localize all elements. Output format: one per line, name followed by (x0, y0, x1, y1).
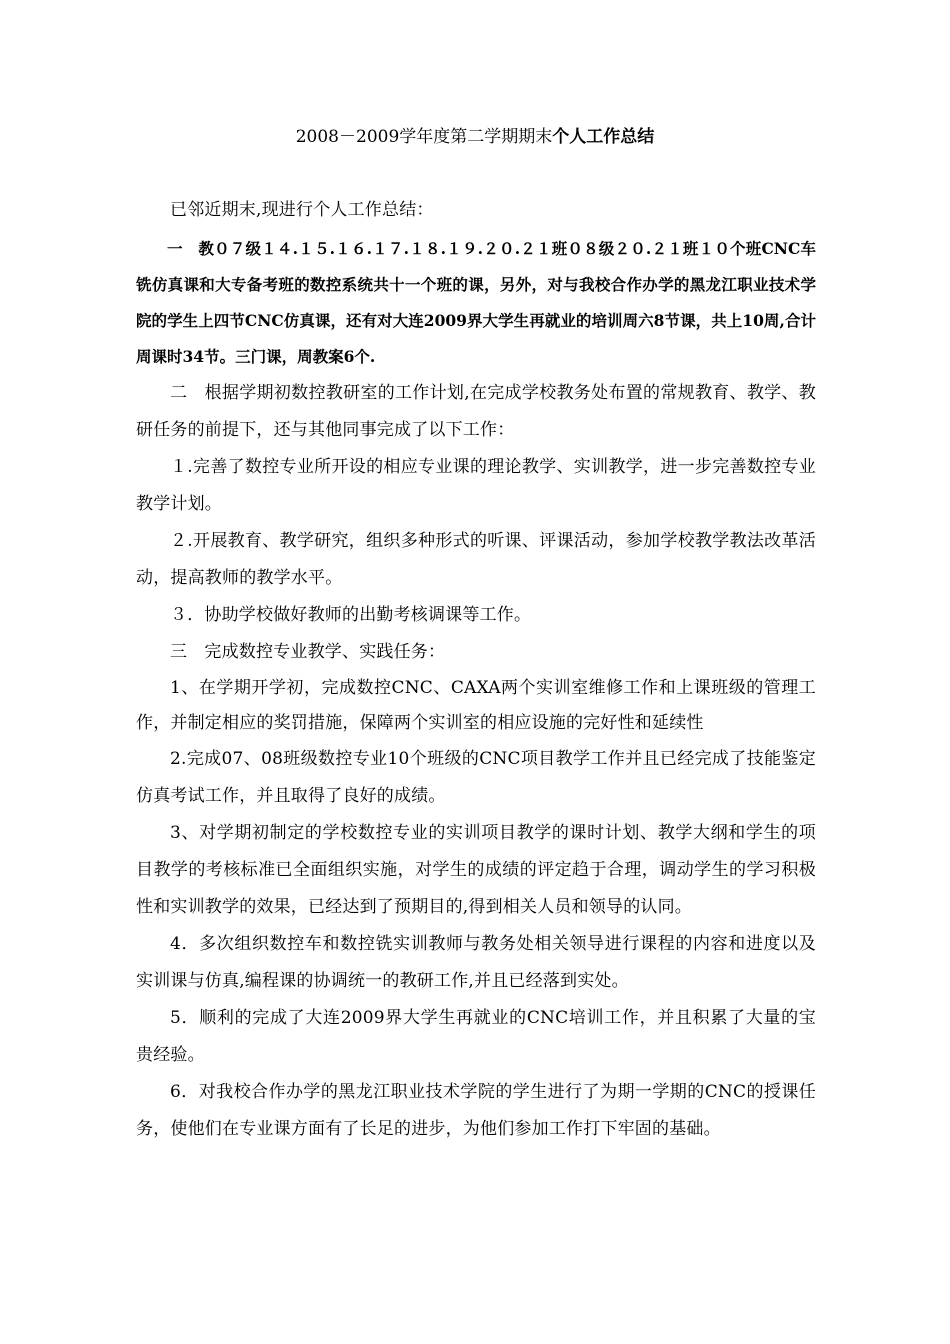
item-3-1-paragraph: 1、在学期开学初，完成数控CNC、CAXA两个实训室维修工作和上课班级的管理工作，并制定相应的奖罚措施，保障两个实训室的相应设施的完好性和延续性 (136, 678, 816, 733)
document-title (0, 125, 950, 149)
item-3-4-paragraph: 4．多次组织数控车和数控铣实训教师与教务处相关领导进行课程的内容和进度以及实训课与仿真,编程课的协调统一的教研工作,并且已经落到实处。 (136, 934, 816, 991)
item-3-3-paragraph: 3、对学期初制定的学校数控专业的实训项目教学的课时计划、教学大纲和学生的项目教学的考核标准已全面组织实施，对学生的成绩的评定趋于合理，调动学生的学习积极性和实训教学的效果，已经达到了预期目的,得到相关人员和领导的认同。 (136, 823, 816, 917)
item-2-3-paragraph: ３．协助学校做好教师的出勤考核调课等工作。 (170, 605, 532, 625)
intro-paragraph: 已邻近期末,现进行个人工作总结： (170, 200, 434, 220)
title-heading: 个人工作总结 (552, 127, 655, 147)
item-3-2-paragraph: 2.完成07、08班级数控专业10个班级的CNC项目教学工作并且已经完成了技能鉴定仿真考试工作，并且取得了良好的成绩。 (136, 749, 816, 806)
section-one-paragraph: 一 教０７级１４.１５.１６.１７.１８.１９.２０.２１班０８级２０.２１班１０个班CNC车铣仿真课和大专备考班的数控系统共十一个班的课，另外，对与我校合作办学的黑龙江职业技术学院的学生上四节CNC仿真课，还有对大连2009界大学生再就业的培训周六8节课，共上10周,合计周课时34节。三门课，周教案6个. (136, 239, 816, 366)
item-3-6-paragraph: 6．对我校合作办学的黑龙江职业技术学院的学生进行了为期一学期的CNC的授课任务，使他们在专业课方面有了长足的进步，为他们参加工作打下牢固的基础。 (136, 1082, 816, 1139)
item-3-5-paragraph: 5．顺利的完成了大连2009界大学生再就业的CNC培训工作，并且积累了大量的宝贵经验。 (136, 1008, 816, 1065)
title-period: 2008－2009学年度第二学期期末 (295, 127, 553, 147)
section-three-paragraph: 三 完成数控专业教学、实践任务： (170, 642, 446, 662)
section-two-paragraph: 二 根据学期初数控教研室的工作计划,在完成学校教务处布置的常规教育、教学、教研任务的前提下，还与其他同事完成了以下工作： (136, 383, 816, 440)
document-body (136, 192, 816, 1148)
item-2-1-paragraph: １.完善了数控专业所开设的相应专业课的理论教学、实训教学，进一步完善数控专业教学计划。 (136, 457, 816, 514)
item-2-2-paragraph: ２.开展教育、教学研究，组织多种形式的听课、评课活动，参加学校教学教法改革活动，提高教师的教学水平。 (136, 531, 816, 588)
